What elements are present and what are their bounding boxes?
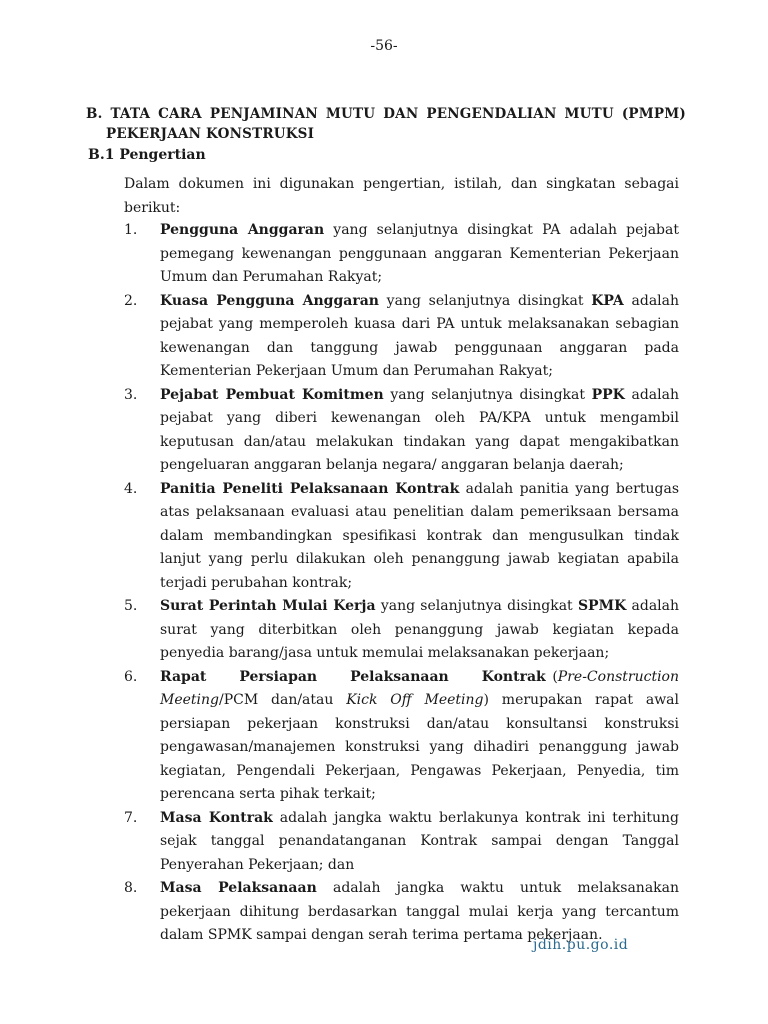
- section-heading-continuation: PEKERJAAN KONSTRUKSI: [106, 126, 315, 142]
- definition-item: [124, 478, 679, 596]
- definition-item: [124, 807, 679, 878]
- definition-abbreviation: KPA: [591, 292, 624, 309]
- intro-paragraph: Dalam dokumen ini digunakan pengertian, istilah, dan singkatan sebagai berikut:: [124, 176, 679, 216]
- item-number: 5.: [124, 598, 138, 614]
- definition-item: [124, 666, 679, 807]
- item-number: 4.: [124, 480, 138, 497]
- definition-italic-term: Kick Off Meeting: [346, 692, 484, 708]
- definition-abbreviation: PPK: [591, 386, 625, 403]
- definition-text: adalah surat yang diterbitkan oleh penanggung jawab kegiatan kepada penyedia barang/jasa untuk memulai melaksanakan pekerjaan;: [160, 598, 680, 661]
- definition-text: yang selanjutnya disingkat: [378, 292, 592, 309]
- definition-text: /PCM dan/atau: [219, 692, 347, 708]
- section-heading: B. TATA CARA PENJAMINAN MUTU DAN PENGENDALIAN MUTU (PMPM): [86, 106, 686, 122]
- page-number: -56-: [370, 38, 398, 54]
- item-number: 2.: [124, 292, 138, 309]
- definition-text: adalah jangka waktu untuk melaksanakan pekerjaan dihitung berdasarkan tanggal mulai kerja yang tercantum dalam SPMK sampai dengan serah terima pertama pekerjaan.: [160, 880, 680, 943]
- footer-website-link[interactable]: jdih.pu.go.id: [533, 937, 629, 953]
- item-number: 8.: [124, 880, 138, 896]
- definition-text: adalah pejabat yang diberi kewenangan oleh PA/KPA untuk mengambil keputusan dan/atau melakukan tindakan yang dapat mengakibatkan pengeluaran anggaran belanja negara/ anggaran belanja daerah;: [160, 386, 679, 473]
- definition-term: Kuasa Pengguna Anggaran: [160, 292, 379, 309]
- definition-item: [124, 219, 679, 290]
- definition-text: (: [545, 668, 558, 685]
- definition-term: Panitia Peneliti Pelaksanaan Kontrak: [160, 480, 460, 497]
- item-number: 3.: [124, 386, 138, 403]
- definition-term: Surat Perintah Mulai Kerja: [160, 598, 376, 614]
- definition-term: Masa Pelaksanaan: [160, 880, 317, 896]
- definition-text: adalah panitia yang bertugas atas pelaksanaan evaluasi atau penelitian dalam pemeriksaan bersama dalam membandingkan spesifikasi kontrak dan mengusulkan tindak lanjut yang perlu dilakukan oleh penanggung jawab kegiatan apabila terjadi perubahan kontrak;: [160, 480, 679, 591]
- definition-term: Pengguna Anggaran: [160, 222, 325, 238]
- definition-term: Masa Kontrak: [160, 809, 273, 826]
- definition-term: Rapat Persiapan Pelaksanaan Kontrak: [160, 668, 546, 685]
- definition-item: [124, 384, 679, 478]
- item-number: 7.: [124, 809, 138, 826]
- definition-italic-term: Pre-Construction Meeting: [160, 668, 679, 708]
- item-number: 6.: [124, 668, 138, 685]
- definition-item: [124, 595, 679, 666]
- definition-text: adalah pejabat yang memperoleh kuasa dari PA untuk melaksanakan sebagian kewenangan dan tanggung jawab penggunaan anggaran pada Kementerian Pekerjaan Umum dan Perumahan Rakyat;: [160, 292, 680, 379]
- item-number: 1.: [124, 222, 138, 238]
- definitions-list: [124, 219, 679, 948]
- subsection-heading: B.1 Pengertian: [88, 147, 206, 163]
- definition-term: Pejabat Pembuat Komitmen: [160, 386, 384, 403]
- definition-text: ) merupakan rapat awal persiapan pekerjaan konstruksi dan/atau konsultansi konstruksi pengawasan/manajemen konstruksi yang dihadiri penanggung jawab kegiatan, Pengendali Pekerjaan, Pengawas Pekerjaan, Penyedia, tim perencana serta pihak terkait;: [160, 692, 679, 802]
- definition-abbreviation: SPMK: [577, 598, 627, 614]
- definition-text: yang selanjutnya disingkat PA adalah pejabat pemegang kewenangan penggunaan anggaran Kementerian Pekerjaan Umum dan Perumahan Rakyat;: [160, 222, 679, 285]
- definition-text: yang selanjutnya disingkat: [375, 598, 578, 614]
- definition-text: yang selanjutnya disingkat: [383, 386, 592, 403]
- definition-item: [124, 290, 679, 384]
- definition-text: adalah jangka waktu berlakunya kontrak ini terhitung sejak tanggal penandatanganan Kontrak sampai dengan Tanggal Penyerahan Pekerjaan; dan: [160, 809, 680, 873]
